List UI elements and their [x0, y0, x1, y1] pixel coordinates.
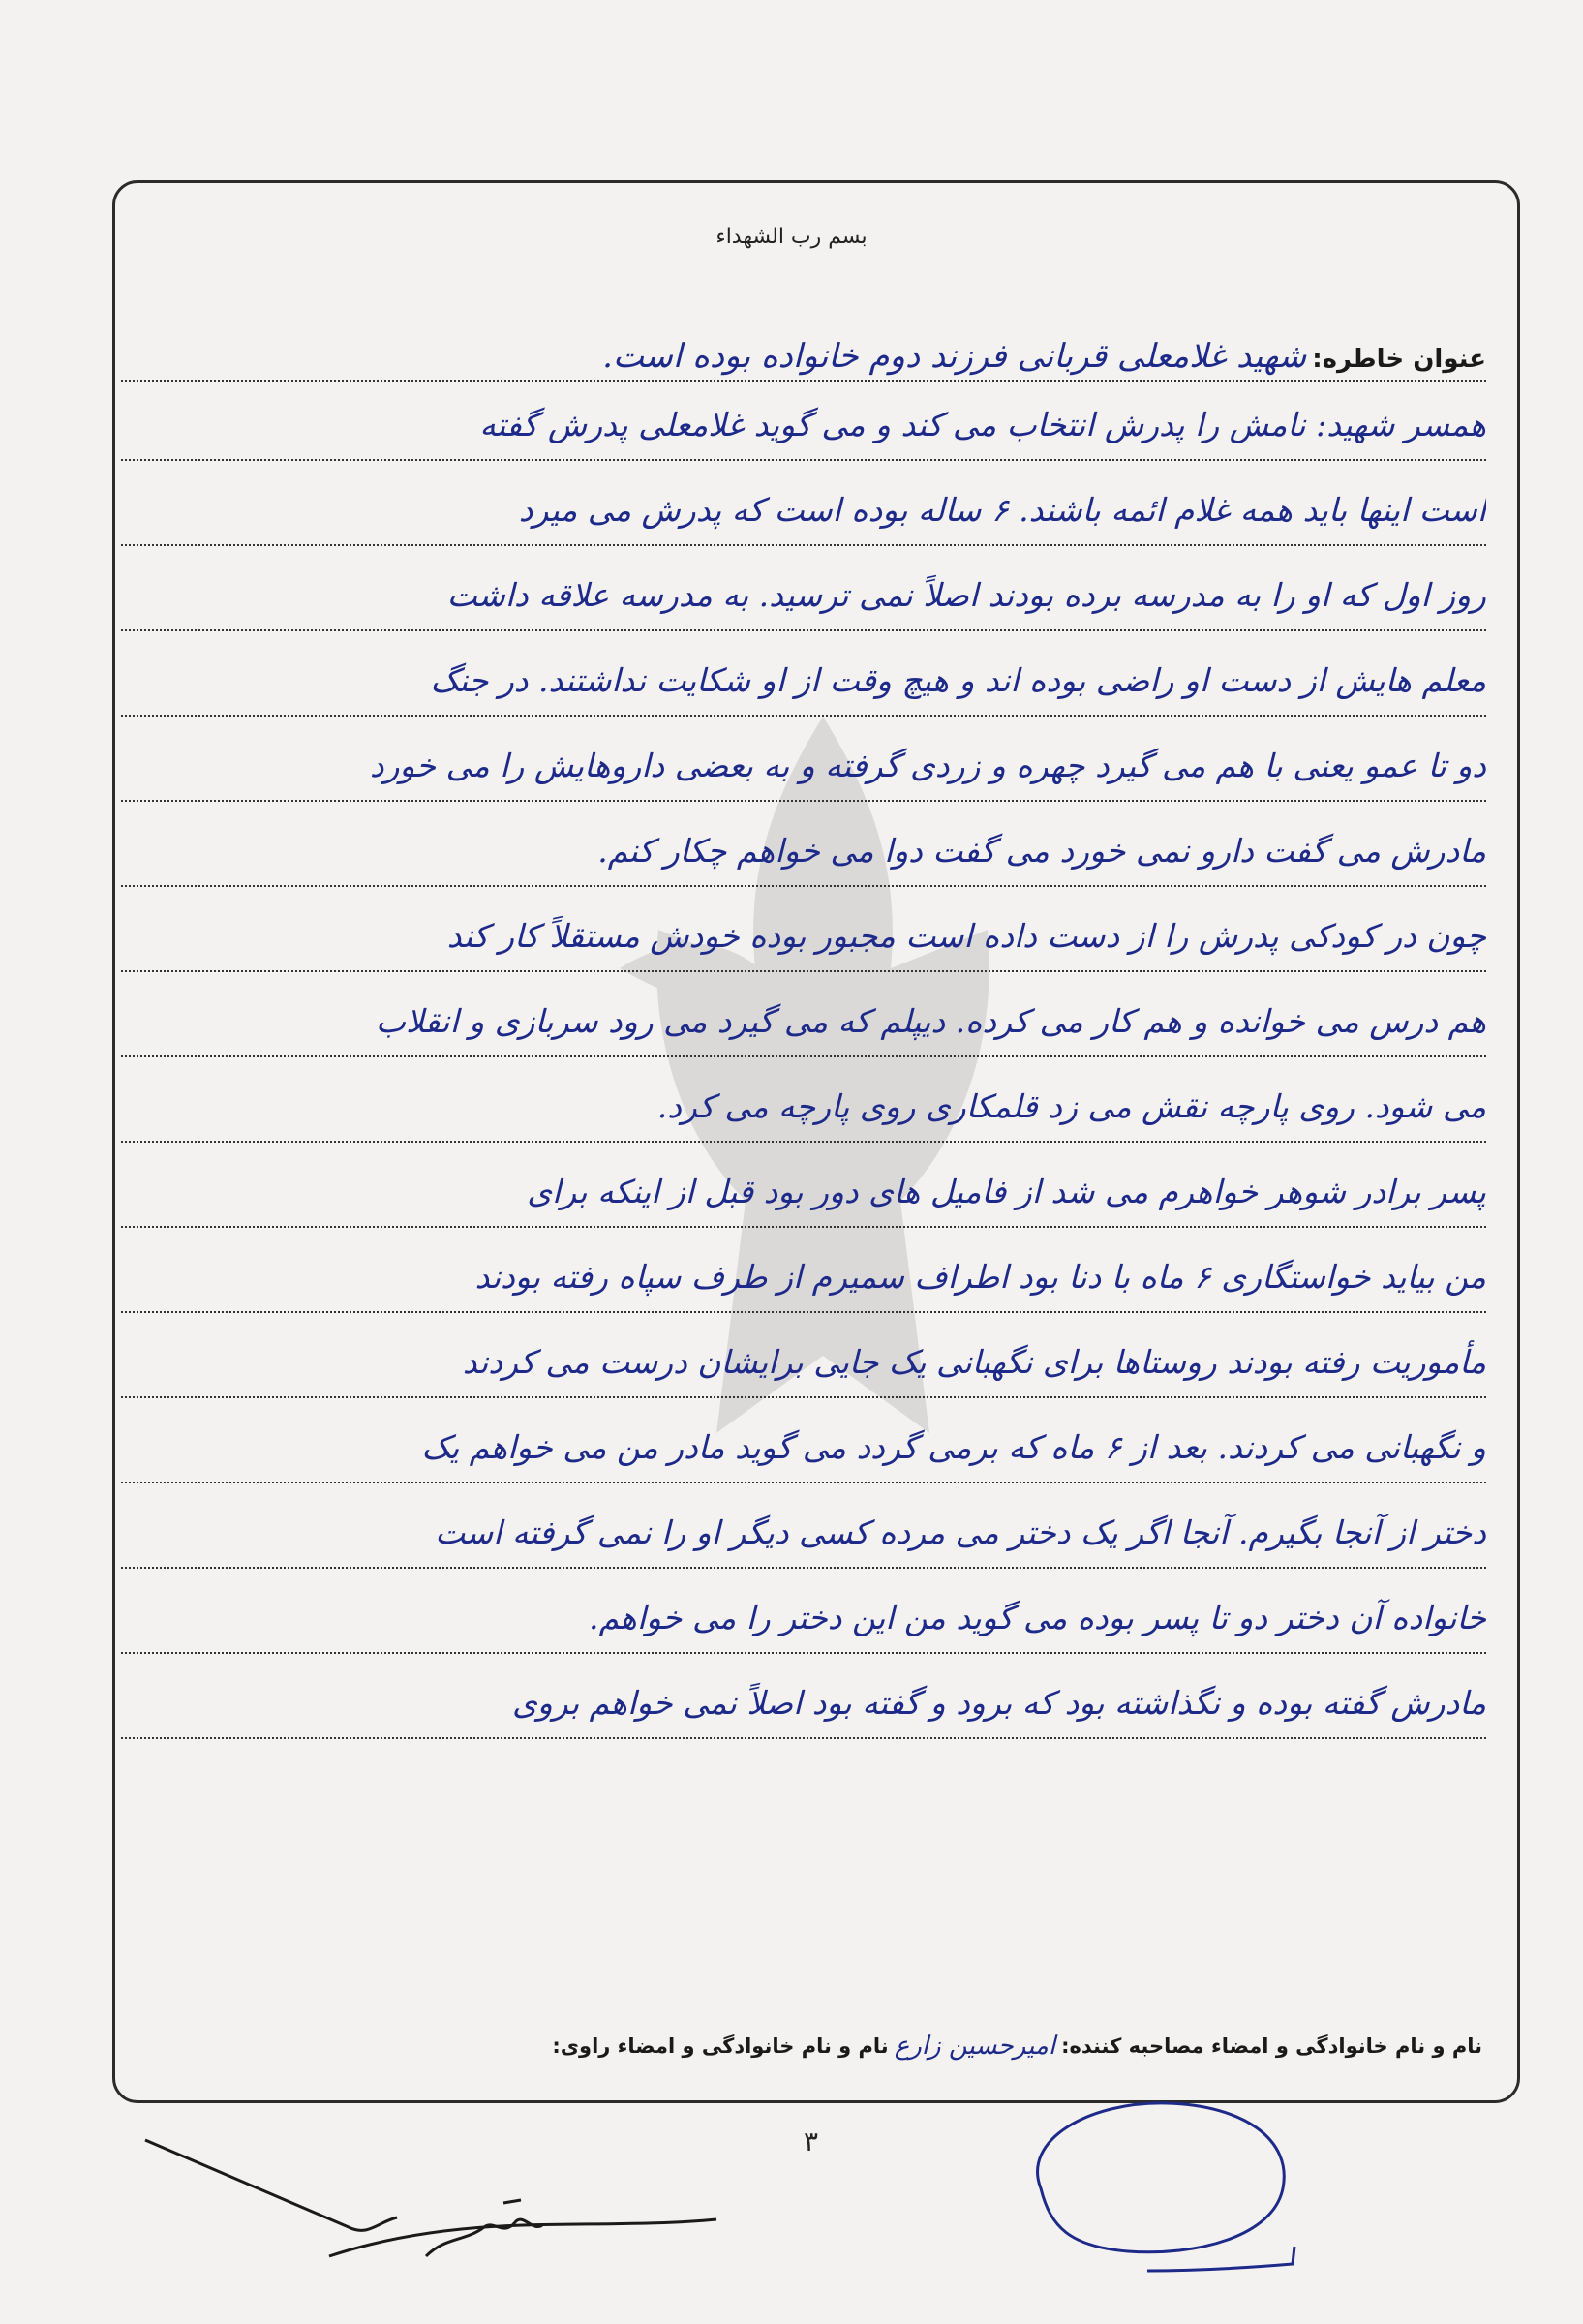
- body-line: مادرش گفته بوده و نگذاشته بود که برود و گفته بود اصلاً نمی خواهم بروی: [121, 1675, 1486, 1739]
- body-line: چون در کودکی پدرش را از دست داده است مجبور بوده خودش مستقلاً کار کند: [121, 908, 1486, 972]
- signature-footer: [117, 2032, 1482, 2061]
- memoir-title-label: عنوان خاطره:: [1312, 345, 1486, 374]
- body-line: من بیاید خواستگاری ۶ ماه با دنا بود اطراف سمیرم از طرف سپاه رفته بودند: [121, 1249, 1486, 1313]
- narrator-label: نام و نام خانوادگی و امضاء راوی:: [552, 2034, 889, 2058]
- memoir-title-value: شهید غلامعلی قربانی فرزند دوم خانواده بوده است.: [602, 337, 1307, 376]
- body-line: خانواده آن دختر دو تا پسر بوده می گوید من این دختر را می خواهم.: [121, 1590, 1486, 1654]
- body-line: دختر از آنجا بگیرم. آنجا اگر یک دختر می مرده کسی دیگر او را نمی گرفته است: [121, 1505, 1486, 1569]
- memoir-title-row: [121, 318, 1486, 382]
- interviewer-name: امیرحسین زارع: [894, 2032, 1056, 2061]
- body-line: هم درس می خوانده و هم کار می کرده. دیپلم که می گیرد می رود سربازی و انقلاب: [121, 994, 1486, 1057]
- interviewer-label: نام و نام خانوادگی و امضاء مصاحبه کننده:: [1061, 2034, 1482, 2058]
- body-line: می شود. روی پارچه نقش می زد قلمکاری روی پارچه می کرد.: [121, 1079, 1486, 1143]
- body-line: مأموریت رفته بودند روستاها برای نگهبانی یک جایی برایشان درست می کردند: [121, 1334, 1486, 1398]
- body-line: روز اول که او را به مدرسه برده بودند اصلاً نمی ترسید. به مدرسه علاقه داشت: [121, 567, 1486, 631]
- narrator-signature-icon: [136, 2111, 736, 2276]
- body-line: معلم هایش از دست او راضی بوده اند و هیچ وقت از او شکایت نداشتند. در جنگ: [121, 653, 1486, 717]
- interviewer-signature-icon: [1002, 2082, 1312, 2285]
- basmala-header: بسم رب الشهداء: [715, 225, 868, 249]
- body-line: پسر برادر شوهر خواهرم می شد از فامیل های دور بود قبل از اینکه برای: [121, 1164, 1486, 1228]
- body-line: مادرش می گفت دارو نمی خورد می گفت دوا می خواهم چکار کنم.: [121, 823, 1486, 887]
- page-number: ۳: [804, 2125, 819, 2157]
- memoir-body: [121, 397, 1486, 1760]
- body-line: و نگهبانی می کردند. بعد از ۶ ماه که برمی گردد می گوید مادر من می خواهم یک: [121, 1420, 1486, 1483]
- body-line: است اینها باید همه غلام ائمه باشند. ۶ ساله بوده است که پدرش می میرد: [121, 482, 1486, 546]
- body-line: همسر شهید: نامش را پدرش انتخاب می کند و می گوید غلامعلی پدرش گفته: [121, 397, 1486, 461]
- body-line: دو تا عمو یعنی با هم می گیرد چهره و زردی گرفته و به بعضی داروهایش را می خورد: [121, 738, 1486, 802]
